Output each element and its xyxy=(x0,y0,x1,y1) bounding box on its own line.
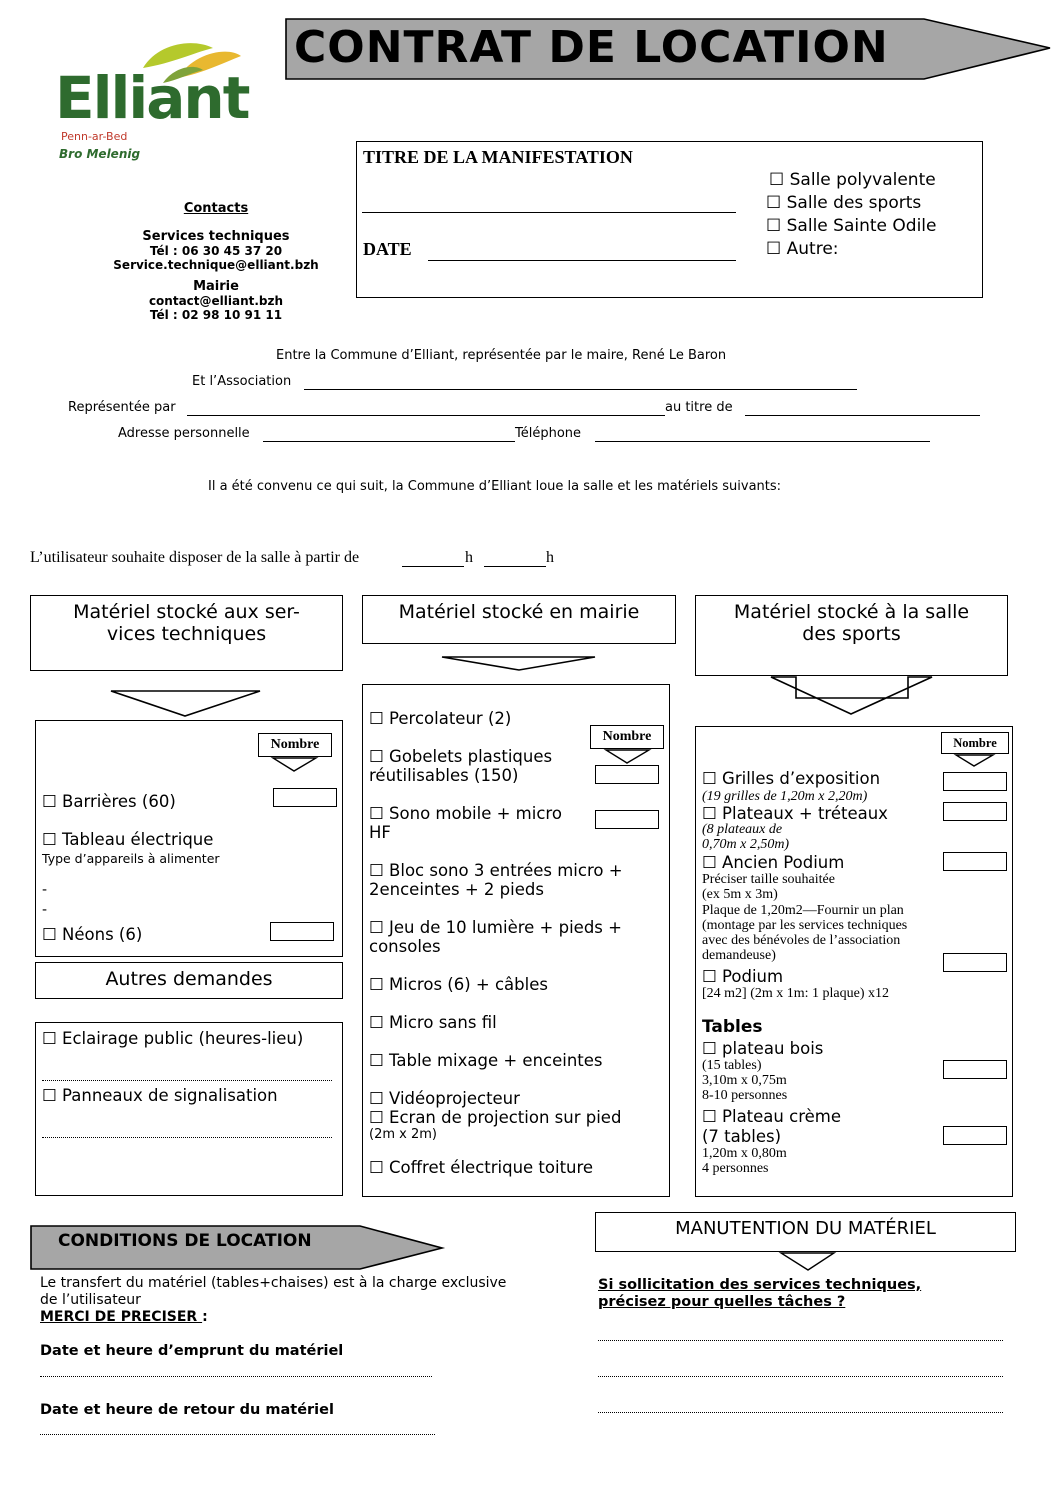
gobelets-count[interactable] xyxy=(595,765,659,784)
percolateur[interactable]: ☐ Percolateur (2) xyxy=(369,709,512,728)
manutention-q2: précisez pour quelles tâches ? xyxy=(598,1294,846,1310)
manutention-field1[interactable] xyxy=(598,1340,1003,1341)
manutention-title: MANUTENTION DU MATÉRIEL xyxy=(675,1218,936,1239)
bois-sub1: (15 tables) xyxy=(702,1058,762,1073)
col2-header-text: Matériel stocké en mairie xyxy=(398,601,640,623)
autres-title: Autres demandes xyxy=(105,968,273,990)
col3-arrow xyxy=(770,676,934,716)
gobelets-2: réutilisables (150) xyxy=(369,766,519,785)
emprunt-label: Date et heure d’emprunt du matériel xyxy=(40,1343,344,1359)
tableau[interactable]: ☐ Tableau électrique xyxy=(42,830,214,849)
retour-label: Date et heure de retour du matériel xyxy=(40,1402,334,1418)
contacts-heading: Contacts xyxy=(183,201,249,216)
usage-text: L’utilisateur souhaite disposer de la salle à partir de xyxy=(30,549,360,566)
col3-nombre-arrow xyxy=(955,754,995,768)
neons[interactable]: ☐ Néons (6) xyxy=(42,925,143,944)
col3-header-l2: des sports xyxy=(802,623,901,645)
usage-hour1-field[interactable] xyxy=(402,566,464,567)
creme-count[interactable] xyxy=(943,1126,1007,1145)
ancien-count[interactable] xyxy=(943,852,1007,871)
podium[interactable]: ☐ Podium xyxy=(702,967,784,986)
mairie-mail: contact@elliant.bzh xyxy=(148,294,284,308)
creme-sub1: (7 tables) xyxy=(702,1127,782,1146)
table-mixage[interactable]: ☐ Table mixage + enceintes xyxy=(369,1051,603,1070)
neons-count[interactable] xyxy=(270,922,334,941)
manif-option-autre[interactable]: ☐ Autre: xyxy=(766,239,839,259)
col1-nombre: Nombre xyxy=(258,733,332,757)
represented-field[interactable] xyxy=(187,415,665,416)
st-tel: Tél : 06 30 45 37 20 xyxy=(149,244,283,258)
manif-option-polyvalente[interactable]: ☐ Salle polyvalente xyxy=(769,170,936,190)
plateau-bois[interactable]: ☐ plateau bois xyxy=(702,1039,824,1058)
st-title: Services techniques xyxy=(142,229,290,244)
bloc-sono[interactable]: ☐ Bloc sono 3 entrées micro + xyxy=(369,861,623,880)
conditions-title: CONDITIONS DE LOCATION xyxy=(58,1231,312,1251)
ancien-sub5: avec des bénévoles de l’association xyxy=(702,933,901,948)
plateaux-sub2: 0,70m x 2,50m) xyxy=(702,837,790,852)
col3-header-l1: Matériel stocké à la salle xyxy=(733,601,970,623)
ecran-sub: (2m x 2m) xyxy=(369,1127,437,1142)
grilles[interactable]: ☐ Grilles d’exposition xyxy=(702,769,881,788)
logo-name: Elliant xyxy=(55,64,249,132)
col2-nombre-arrow xyxy=(605,749,651,765)
ancien-sub1: Préciser taille souhaitée xyxy=(702,872,835,887)
plateaux-sub1: (8 plateaux de xyxy=(702,822,783,837)
col1-header-l1: Matériel stocké aux ser- xyxy=(73,601,300,623)
merci-colon: : xyxy=(202,1309,208,1325)
address-field[interactable] xyxy=(263,441,515,442)
podium-sub: [24 m2] (2m x 1m: 1 plaque) x12 xyxy=(702,986,890,1001)
usage-hour2-field[interactable] xyxy=(484,566,546,567)
ancien-sub2: (ex 5m x 3m) xyxy=(702,887,778,902)
lumiere-2: consoles xyxy=(369,937,441,956)
logo xyxy=(55,38,249,168)
barrieres[interactable]: ☐ Barrières (60) xyxy=(42,792,176,811)
usage-h1: h xyxy=(465,549,473,566)
manif-title-label: TITRE DE LA MANIFESTATION xyxy=(363,147,633,167)
plateaux-count[interactable] xyxy=(943,802,1007,821)
manif-option-odile[interactable]: ☐ Salle Sainte Odile xyxy=(766,216,937,236)
plateaux[interactable]: ☐ Plateaux + tréteaux xyxy=(702,804,888,823)
manif-option-sports[interactable]: ☐ Salle des sports xyxy=(766,193,922,213)
micro-sans-fil[interactable]: ☐ Micro sans fil xyxy=(369,1013,497,1032)
dash1: - xyxy=(42,882,48,898)
as-title-field[interactable] xyxy=(745,415,980,416)
coffret[interactable]: ☐ Coffret électrique toiture xyxy=(369,1158,594,1177)
col3-nombre: Nombre xyxy=(941,732,1009,754)
st-mail: Service.technique@elliant.bzh xyxy=(113,258,319,272)
bois-sub3: 8-10 personnes xyxy=(702,1088,788,1103)
autres-body xyxy=(35,1022,343,1196)
sono-2: HF xyxy=(369,823,391,842)
bois-count[interactable] xyxy=(943,1060,1007,1079)
eclairage-field[interactable] xyxy=(42,1080,332,1081)
transfer-l1: Le transfert du matériel (tables+chaises) est à la charge exclusive xyxy=(40,1275,507,1291)
micros[interactable]: ☐ Micros (6) + câbles xyxy=(369,975,548,994)
transfer-l2: de l’utilisateur xyxy=(40,1292,141,1308)
col1-header-l2: vices techniques xyxy=(106,623,267,645)
dash2: - xyxy=(42,902,48,918)
association-label: Et l’Association xyxy=(192,374,292,389)
podium-count[interactable] xyxy=(943,953,1007,972)
ancien-podium[interactable]: ☐ Ancien Podium xyxy=(702,853,845,872)
ancien-sub3: Plaque de 1,20m2—Fournir un plan xyxy=(702,903,904,918)
represented-label: Représentée par xyxy=(68,400,176,415)
tableau-sub: Type d’appareils à alimenter xyxy=(42,851,220,866)
manif-date-field[interactable] xyxy=(428,260,736,261)
mairie-title: Mairie xyxy=(193,279,239,294)
mairie-tel: Tél : 02 98 10 91 11 xyxy=(149,308,283,322)
col1-arrow xyxy=(110,690,262,720)
gobelets[interactable]: ☐ Gobelets plastiques xyxy=(369,747,553,766)
association-field[interactable] xyxy=(304,389,857,390)
panneaux-field[interactable] xyxy=(42,1137,332,1138)
retour-field[interactable] xyxy=(40,1434,435,1435)
barrieres-count[interactable] xyxy=(273,788,337,807)
usage-h2: h xyxy=(546,549,554,566)
grilles-count[interactable] xyxy=(943,772,1007,791)
panneaux[interactable]: ☐ Panneaux de signalisation xyxy=(42,1086,278,1105)
grilles-sub: (19 grilles de 1,20m x 2,20m) xyxy=(702,789,868,804)
ancien-sub4: (montage par les services techniques xyxy=(702,918,908,933)
manif-date-label: DATE xyxy=(363,239,412,259)
page-title: CONTRAT DE LOCATION xyxy=(294,22,889,73)
videoprojecteur[interactable]: ☐ Vidéoprojecteur xyxy=(369,1089,520,1108)
ecran[interactable]: ☐ Ecran de projection sur pied xyxy=(369,1108,622,1127)
logo-sub1: Penn-ar-Bed xyxy=(61,130,128,143)
contacts-block xyxy=(96,202,336,322)
agreed-text: Il a été convenu ce qui suit, la Commune d’Elliant loue la salle et les matériels suivants: xyxy=(208,479,782,494)
bois-sub2: 3,10m x 0,75m xyxy=(702,1073,787,1088)
phone-label: Téléphone xyxy=(515,426,582,441)
col1-nombre-arrow xyxy=(272,757,318,773)
manif-title-field[interactable] xyxy=(362,212,736,213)
eclairage[interactable]: ☐ Eclairage public (heures-lieu) xyxy=(42,1029,304,1048)
emprunt-field[interactable] xyxy=(40,1376,432,1377)
lumiere[interactable]: ☐ Jeu de 10 lumière + pieds + xyxy=(369,918,622,937)
manutention-arrow xyxy=(780,1252,836,1272)
sono[interactable]: ☐ Sono mobile + micro xyxy=(369,804,562,823)
address-label: Adresse personnelle xyxy=(118,426,250,441)
merci-line xyxy=(40,1309,208,1325)
ancien-sub6: demandeuse) xyxy=(702,948,776,963)
creme-sub3: 4 personnes xyxy=(702,1161,769,1176)
sono-count[interactable] xyxy=(595,810,659,829)
creme-sub2: 1,20m x 0,80m xyxy=(702,1146,787,1161)
tables-heading: Tables xyxy=(702,1017,763,1037)
merci-text: MERCI DE PRECISER xyxy=(40,1309,203,1325)
logo-sub2: Bro Melenig xyxy=(59,147,141,161)
col2-nombre: Nombre xyxy=(590,725,664,749)
manutention-field2[interactable] xyxy=(598,1376,1003,1377)
bloc-sono-2: 2enceintes + 2 pieds xyxy=(369,880,544,899)
parties-intro: Entre la Commune d’Elliant, représentée par le maire, René Le Baron xyxy=(276,348,727,363)
col2-arrow xyxy=(441,656,597,672)
as-title-label: au titre de xyxy=(665,400,733,415)
manutention-field3[interactable] xyxy=(598,1412,1003,1413)
plateau-creme[interactable]: ☐ Plateau crème xyxy=(702,1107,841,1126)
manutention-q1: Si sollicitation des services techniques, xyxy=(598,1277,922,1293)
phone-field[interactable] xyxy=(595,441,930,442)
